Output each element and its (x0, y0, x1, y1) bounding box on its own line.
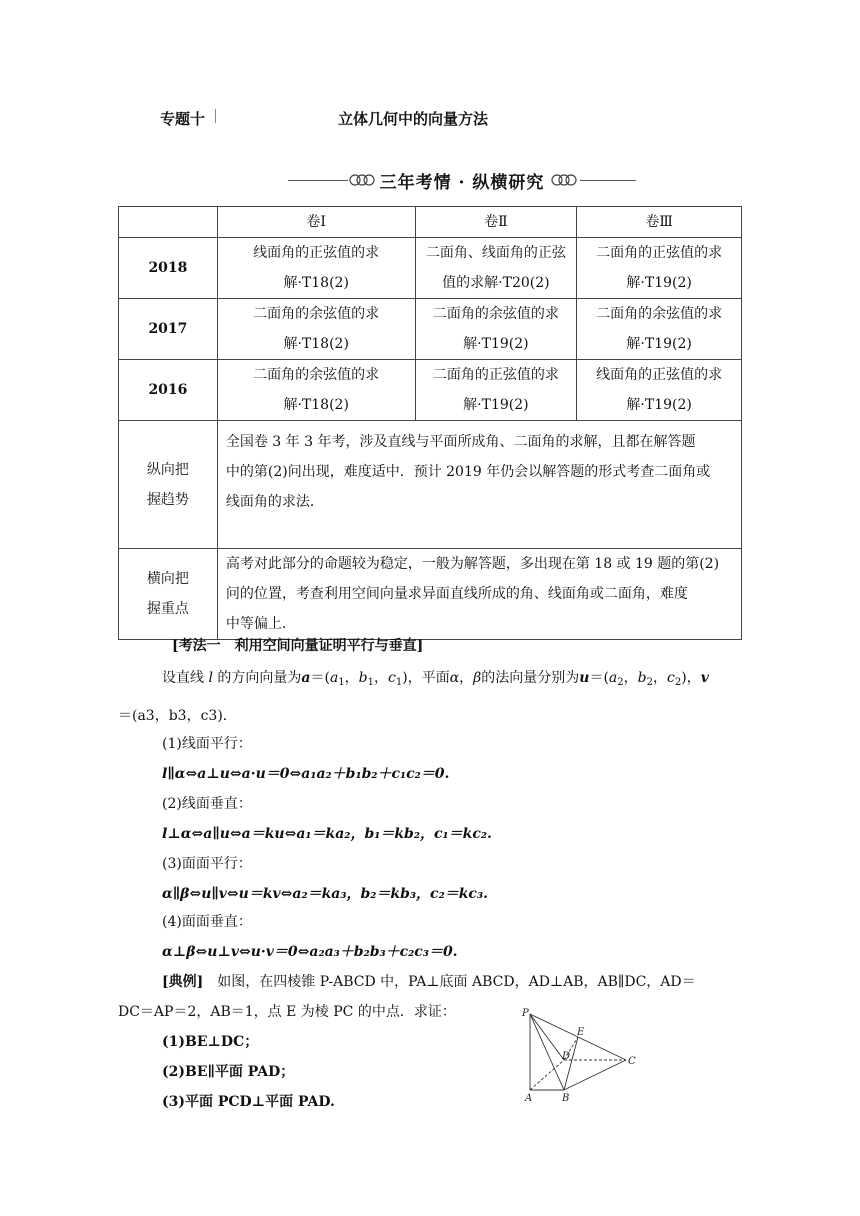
rings-right-icon (550, 172, 580, 188)
table-cell: 二面角的正弦值的求 解·T19(2) (577, 238, 742, 299)
pyramid-figure (520, 1004, 650, 1104)
table-cell: 二面角的余弦值的求 解·T19(2) (415, 299, 577, 360)
table-cell: 线面角的正弦值的求 解·T19(2) (577, 360, 742, 421)
section-banner (288, 168, 636, 192)
example-line-2: DC＝AP＝2，AB＝1，点 E 为棱 PC 的中点．求证： (118, 1004, 456, 1020)
question-3: (3)平面 PCD⊥平面 PAD. (162, 1094, 335, 1110)
item-formula: l⊥α⇔a∥u⇔a＝ku⇔a₁＝ka₂，b₁＝kb₂，c₁＝kc₂. (162, 826, 492, 842)
trend-text: 全国卷 3 年 3 年考，涉及直线与平面所成角、二面角的求解，且都在解答题 中的第(2)问出现，难度适中．预计 2019 年仍会以解答题的形式考查二面角或 线面角的求法． (217, 421, 741, 549)
item-formula: l∥α⇔a⊥u⇔a·u＝0⇔a₁a₂＋b₁b₂＋c₁c₂＝0. (162, 766, 450, 782)
header-cell-empty (119, 207, 218, 238)
item-title: (1)线面平行： (162, 736, 252, 752)
page-title: 立体几何中的向量方法 (338, 110, 489, 128)
table-cell: 二面角的余弦值的求 解·T19(2) (577, 299, 742, 360)
table-row (119, 238, 742, 299)
header-divider (215, 109, 216, 123)
table-cell: 二面角、线面角的正弦 值的求解·T20(2) (415, 238, 577, 299)
year-cell: 2018 (119, 238, 218, 299)
example-line-1: [典例] 如图，在四棱锥 P-ABCD 中，PA⊥底面 ABCD，AD⊥AB，AB∥DC，AD＝ (162, 974, 696, 990)
rings-left-icon (348, 172, 378, 188)
header-cell-paper3: 卷Ⅲ (577, 207, 742, 238)
label-E: E (577, 1027, 585, 1038)
intro-line-2: ＝(a3，b3，c3)． (118, 708, 237, 724)
header-cell-paper1: 卷Ⅰ (217, 207, 415, 238)
table-header-row (119, 207, 742, 238)
trend-row (119, 421, 742, 549)
label-P: P (522, 1008, 529, 1019)
focus-row (119, 549, 742, 640)
series-label: 专题十 (160, 110, 206, 128)
label-B: B (562, 1093, 570, 1104)
focus-text: 高考对此部分的命题较为稳定，一般为解答题，多出现在第 18 或 19 题的第(2) 问的位置，考查利用空间向量求异面直线所成的角、线面角或二面角，难度 中等偏上． (217, 549, 741, 640)
year-cell: 2016 (119, 360, 218, 421)
item-title: (2)线面垂直： (162, 796, 252, 812)
item-formula: α⊥β⇔u⊥v⇔u·v＝0⇔a₂a₃＋b₂b₃＋c₂c₃＝0. (162, 944, 458, 960)
table-cell: 二面角的正弦值的求 解·T19(2) (415, 360, 577, 421)
table-cell: 二面角的余弦值的求 解·T18(2) (217, 299, 415, 360)
question-2: (2)BE∥平面 PAD； (162, 1064, 295, 1080)
banner-title: 三年考情 · 纵横研究 (379, 173, 545, 193)
question-1: (1)BE⊥DC； (162, 1034, 259, 1050)
label-D: D (562, 1051, 571, 1062)
year-cell: 2017 (119, 299, 218, 360)
table-row (119, 360, 742, 421)
table-row (119, 299, 742, 360)
item-title: (4)面面垂直： (162, 914, 252, 930)
header-cell-paper2: 卷Ⅱ (415, 207, 577, 238)
intro-line-1: 设直线 l 的方向向量为$a=(a_1$，$b_1$，$c_1$)，平面α，β的法向量分别为$u=(a_2$，$b_2$，$c_2$)，v (162, 670, 709, 688)
exam-analysis-table (118, 206, 742, 640)
banner-line-left (288, 180, 348, 181)
trend-label: 纵向把 握趋势 (119, 421, 218, 549)
item-formula: α∥β⇔u∥v⇔u＝kv⇔a₂＝ka₃，b₂＝kb₃，c₂＝kc₃. (162, 886, 488, 902)
banner-line-right (580, 180, 636, 181)
item-title: (3)面面平行： (162, 856, 252, 872)
focus-label: 横向把 握重点 (119, 549, 218, 640)
table-cell: 二面角的余弦值的求 解·T18(2) (217, 360, 415, 421)
section-title: [考法一 利用空间向量证明平行与垂直] (172, 638, 424, 654)
label-C: C (628, 1056, 636, 1067)
label-A: A (525, 1093, 533, 1104)
table-cell: 线面角的正弦值的求 解·T18(2) (217, 238, 415, 299)
